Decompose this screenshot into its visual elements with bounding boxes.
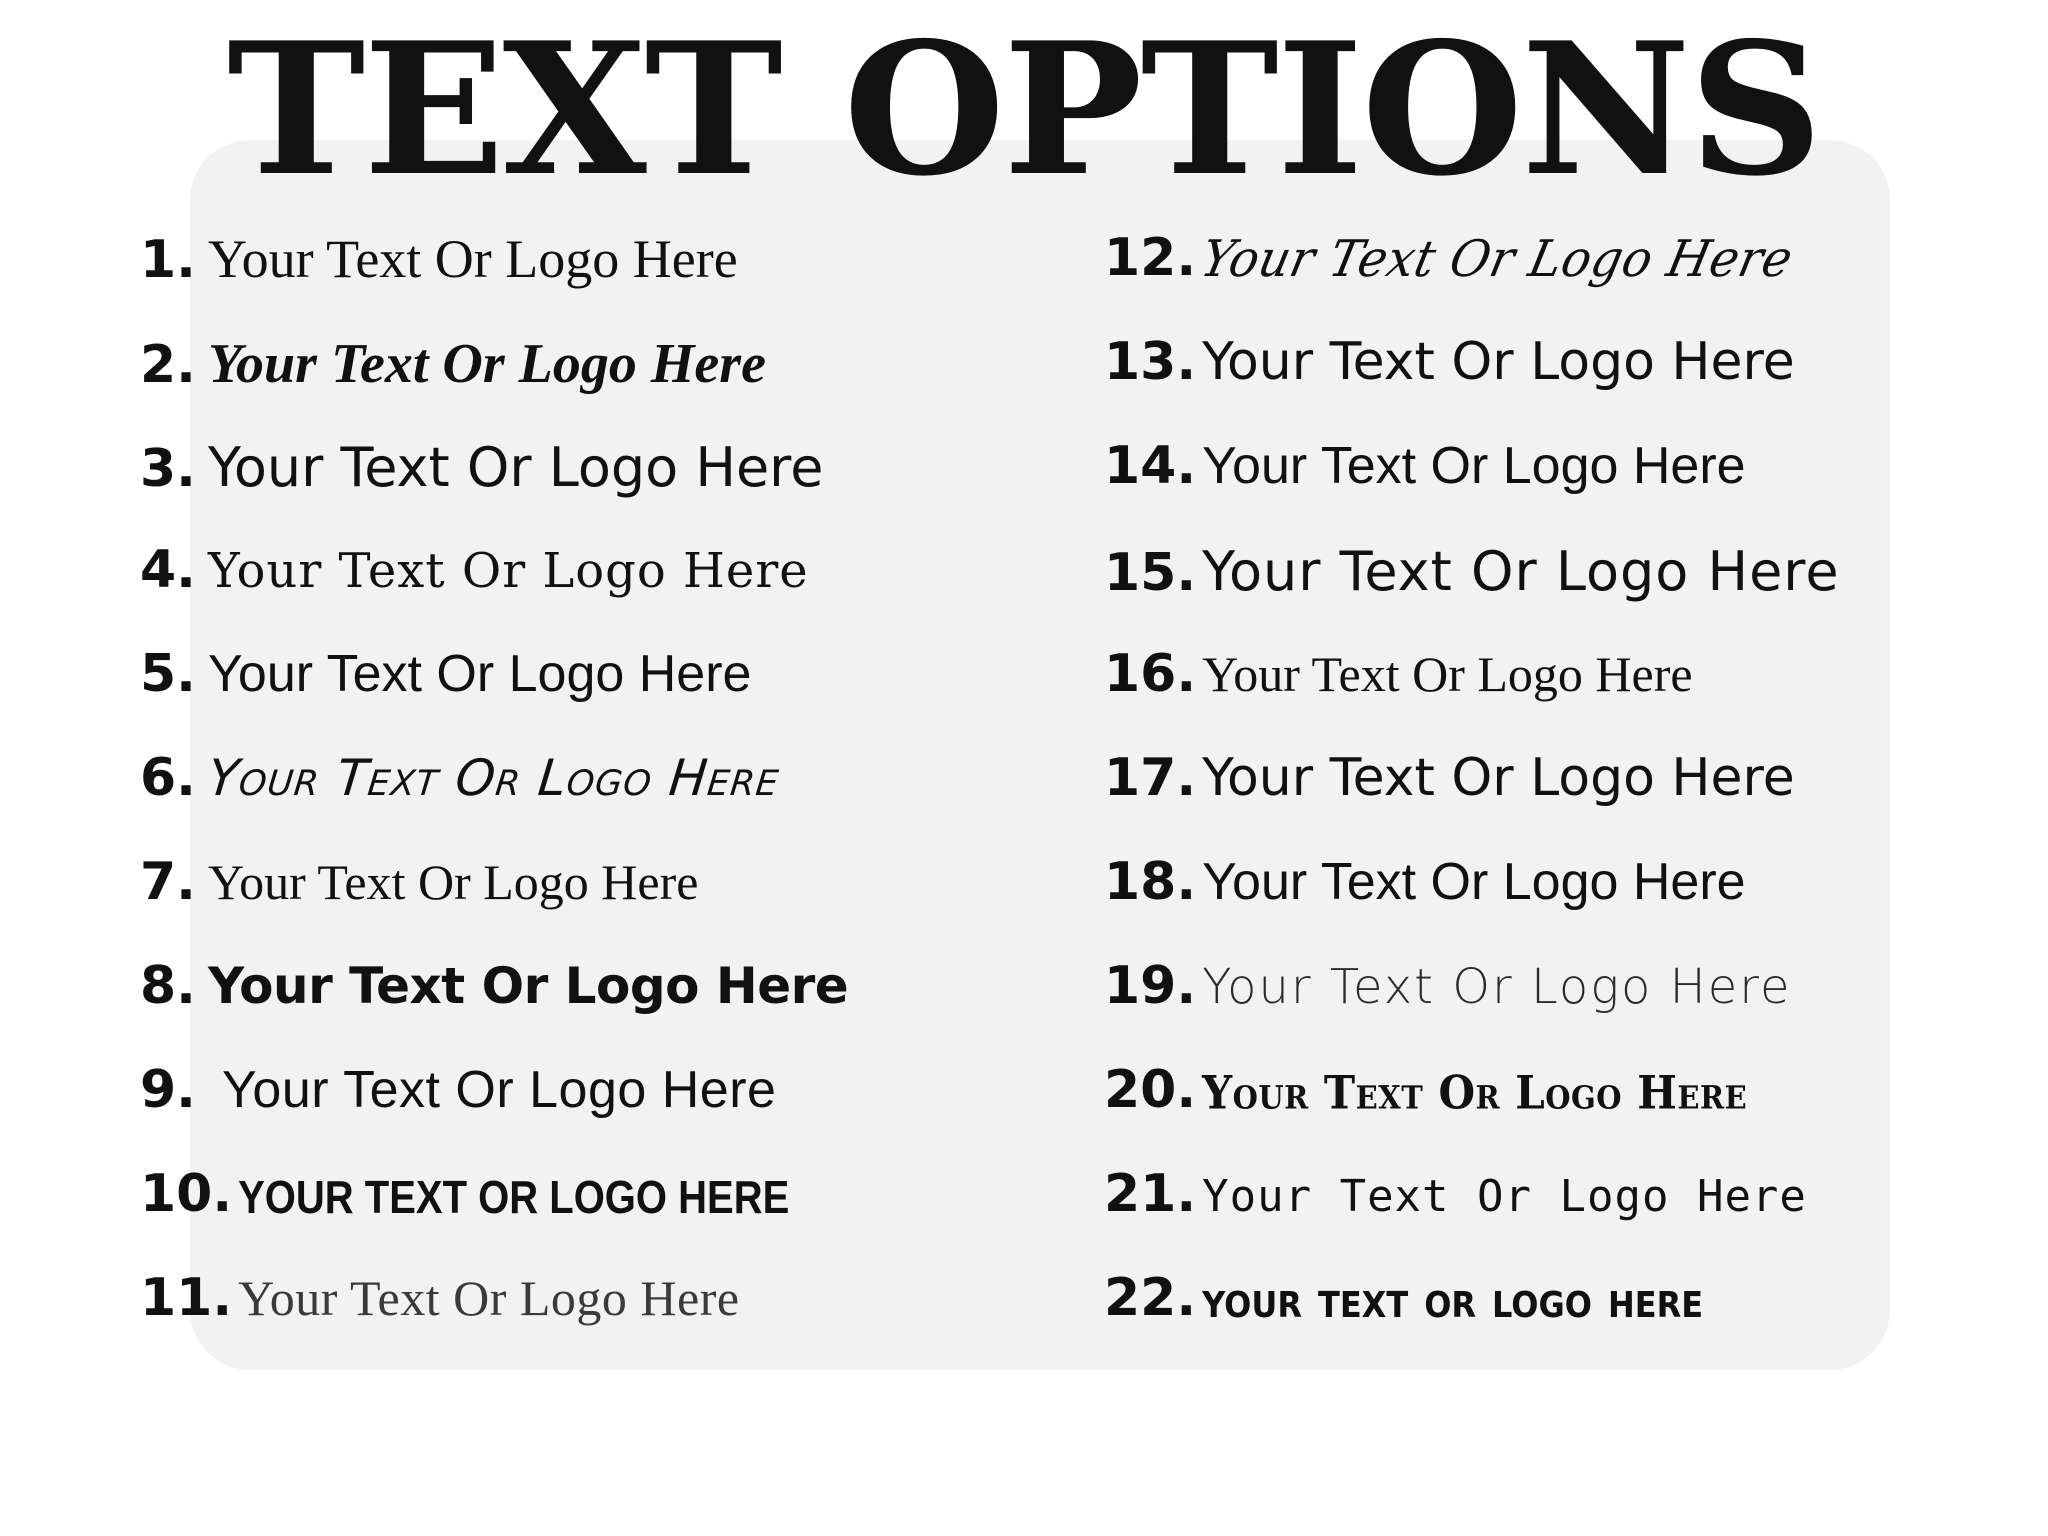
option-sample-text: Your Text Or Logo Here <box>1202 540 1840 603</box>
font-option-row[interactable] <box>1104 332 1988 436</box>
option-number: 22. <box>1104 1268 1197 1328</box>
page-title: TEXT OPTIONS <box>227 2 1821 216</box>
option-sample-text: Your Text Or Logo Here <box>208 333 766 395</box>
option-sample-text: Your Text Or Logo Here <box>1202 1065 1748 1120</box>
option-sample-text: Your Text Or Logo Here <box>1202 437 1746 495</box>
font-option-row[interactable] <box>1104 644 1988 748</box>
font-option-row[interactable] <box>1104 748 1988 852</box>
option-number: 14. <box>1104 436 1197 496</box>
font-option-row[interactable] <box>1104 540 1988 644</box>
font-option-row[interactable] <box>140 748 1024 852</box>
font-option-row[interactable] <box>140 540 1024 644</box>
font-option-row[interactable] <box>1104 436 1988 540</box>
option-sample-text: Your Text Or Logo Here <box>208 229 738 289</box>
option-sample-text: Your Text Or Logo Here <box>1202 959 1792 1015</box>
font-option-row[interactable] <box>140 436 1024 540</box>
option-number: 1. <box>140 230 196 290</box>
font-option-row[interactable] <box>140 852 1024 956</box>
option-sample-text: Your Text Or Logo Here <box>222 1061 777 1119</box>
font-option-row[interactable] <box>140 956 1024 1060</box>
font-options-columns <box>0 228 2048 1372</box>
right-column <box>1044 228 1988 1372</box>
font-option-row[interactable] <box>140 1060 1024 1164</box>
option-sample-text: Your Text Or Logo Here <box>1202 748 1795 808</box>
option-number: 12. <box>1104 228 1197 288</box>
font-option-row[interactable] <box>140 1164 1024 1268</box>
option-number: 8. <box>140 956 196 1016</box>
left-column <box>140 228 1044 1372</box>
option-sample-text: Your Text Or Logo Here <box>1195 229 1799 289</box>
option-number: 21. <box>1104 1164 1197 1224</box>
option-number: 13. <box>1104 332 1197 392</box>
option-number: 4. <box>140 540 196 600</box>
option-sample-text: Your Text Or Logo Here <box>1202 646 1693 702</box>
option-number: 6. <box>140 748 196 808</box>
option-number: 7. <box>140 852 196 912</box>
option-sample-text: Your Text Or Logo Here <box>208 957 849 1015</box>
option-sample-text: Your Text Or Logo Here <box>208 854 699 910</box>
option-number: 10. <box>140 1164 233 1224</box>
option-sample-text: Your Text Or Logo Here <box>204 749 783 807</box>
option-sample-text: Your Text Or Logo Here <box>208 645 752 703</box>
font-option-row[interactable] <box>1104 1060 1988 1164</box>
font-option-row[interactable] <box>1104 228 1988 332</box>
font-option-row[interactable] <box>1104 1164 1988 1268</box>
option-number: 19. <box>1104 956 1197 1016</box>
option-number: 3. <box>140 439 196 499</box>
option-sample-text: YOUR TEXT OR LOGO HERE <box>238 1172 790 1224</box>
font-option-row[interactable] <box>140 228 1024 332</box>
option-sample-text: Your Text Or Logo Here <box>208 436 824 499</box>
option-number: 18. <box>1104 852 1197 912</box>
option-sample-text: Your Text Or Logo Here <box>1202 1171 1807 1222</box>
option-sample-text: your text or logo here <box>1202 1268 1704 1330</box>
option-number: 9. <box>140 1060 196 1120</box>
option-sample-text: Your Text Or Logo Here <box>238 1270 740 1326</box>
option-number: 11. <box>140 1268 233 1328</box>
option-number: 20. <box>1104 1060 1197 1120</box>
option-number: 17. <box>1104 748 1197 808</box>
font-option-row[interactable] <box>140 644 1024 748</box>
font-option-row[interactable] <box>1104 852 1988 956</box>
option-sample-text: Your Text Or Logo Here <box>208 543 809 599</box>
option-number: 2. <box>140 335 196 395</box>
option-number: 16. <box>1104 644 1197 704</box>
option-sample-text: Your Text Or Logo Here <box>1202 332 1795 392</box>
option-number: 5. <box>140 644 196 704</box>
font-option-row[interactable] <box>1104 1268 1988 1372</box>
font-option-row[interactable] <box>1104 956 1988 1060</box>
option-sample-text: Your Text Or Logo Here <box>1202 853 1746 911</box>
font-option-row[interactable] <box>140 332 1024 436</box>
font-option-row[interactable] <box>140 1268 1024 1372</box>
option-number: 15. <box>1104 543 1197 603</box>
